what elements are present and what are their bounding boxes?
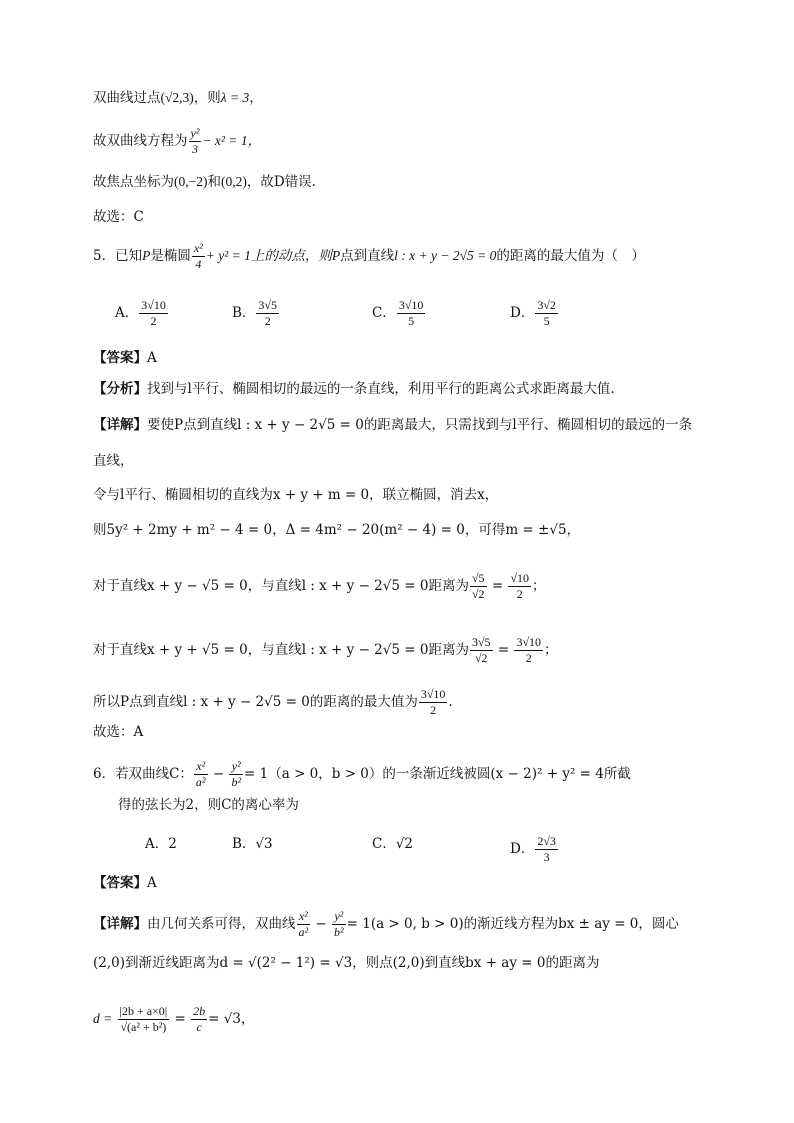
detail-tag: 【详解】 [93, 916, 147, 932]
detail-line: d = $\frac{|2b + a\times 0|}{\text{√(a² + b²)}}$ = $\frac{2b}{c}$ = √3， [93, 1004, 255, 1034]
question-6-cont [118, 795, 299, 815]
denominator: 5 [408, 314, 415, 328]
answer-line [93, 873, 157, 893]
numerator: y² [332, 909, 346, 925]
detail-text: = 1(a > 0, b > 0)的渐近线方程为bx ± ay = 0，圆心 [346, 916, 679, 932]
question-number: 6．若双曲线C： [93, 766, 193, 782]
option-b [232, 298, 280, 329]
numerator: 3√5 [258, 298, 278, 312]
text: . [448, 694, 453, 710]
denominator: c [196, 1020, 202, 1034]
denominator: √2 [471, 587, 485, 601]
option-label: A． [115, 305, 139, 321]
fraction [470, 571, 487, 602]
detail-line: 【详解】由几何关系可得，双曲线 $\frac{\text{x²}}{\text{a²}}$ − $\frac{\text{y²}}{\text{b²}}$ = 1(a > 0, b > 0)的渐近线方程为bx ± ay = 0，圆心 [93, 909, 679, 939]
math-expr: + y² = 1上的动点，则 [205, 248, 332, 263]
fraction [508, 571, 531, 602]
option-c [372, 298, 426, 329]
text: ； [544, 642, 558, 658]
numerator: √10 [510, 571, 530, 585]
option-label: C．√2 [372, 836, 414, 852]
option-label: A．2 [145, 836, 177, 852]
text: 得的弦长为2，则C的离心率为 [118, 797, 299, 813]
answer-value: A [147, 875, 157, 891]
detail-line [93, 520, 580, 540]
numerator: x² [194, 759, 208, 775]
numerator: y² [229, 759, 243, 775]
denominator: √2 [474, 651, 488, 665]
detail-text: = √3， [208, 1011, 255, 1027]
analysis-line [93, 379, 615, 399]
answer-value: A [147, 350, 157, 366]
denominator: 2 [516, 587, 523, 601]
numerator: 3√10 [398, 298, 424, 312]
text-line [93, 172, 316, 192]
text-line [93, 88, 263, 108]
detail-text: 要使P点到直线l : x + y − 2√5 = 0的距离最大，只需找到与l平行、椭圆相切的最远的一条 [147, 417, 693, 433]
numerator: 2b [193, 1004, 206, 1018]
numerator: x² [297, 909, 311, 925]
detail-text: 对于直线x + y − √5 = 0，与直线l : x + y − 2√5 = 0距离为 [93, 578, 469, 594]
fraction [194, 759, 208, 790]
denominator: 2 [150, 314, 157, 328]
fraction [256, 298, 279, 329]
option-c [372, 834, 413, 854]
denominator: b² [231, 775, 242, 789]
option-d [510, 834, 559, 865]
denominator: 2 [264, 314, 271, 328]
option-a [115, 298, 169, 329]
fraction [118, 1004, 170, 1035]
denominator: 3 [191, 142, 198, 156]
fraction [514, 635, 543, 666]
text: 故双曲线方程为 [93, 133, 188, 149]
math-expr: l : x + y − 2√5 = 0 [394, 248, 497, 263]
math-var: P [142, 248, 151, 263]
text-line [93, 126, 261, 157]
option-b [232, 834, 273, 854]
option-label: D． [510, 841, 535, 857]
answer-tag: 【答案】 [93, 875, 147, 891]
question-5 [93, 241, 645, 272]
math-expr: d = [93, 1011, 113, 1026]
text: = 1（a > 0，b > 0）的一条渐近线被圆(x − 2)² + y² = 4所截 [244, 766, 631, 782]
math-expr: λ = 3 [220, 90, 250, 105]
fraction [297, 909, 311, 940]
denominator: 2 [525, 651, 532, 665]
numerator: 3√10 [420, 687, 446, 701]
text: 和 [207, 174, 221, 190]
denominator: a² [195, 775, 206, 789]
detail-text: (2,0)到渐近线距离为d = √(2² − 1²) = √3，则点(2,0)到直线bx + ay = 0的距离为 [93, 955, 600, 971]
text-line [93, 207, 144, 227]
detail-line [93, 687, 453, 718]
denominator: 2 [430, 703, 437, 717]
answer-tag: 【答案】 [93, 350, 147, 366]
fraction [191, 1004, 207, 1035]
question-number: 5．已知 [93, 248, 143, 264]
detail-text: 所以P点到直线l : x + y − 2√5 = 0的距离的最大值为 [93, 694, 418, 710]
fraction [470, 635, 493, 666]
math-var: P [331, 248, 341, 263]
text: 双曲线过点 [93, 90, 161, 106]
numerator: √5 [471, 571, 485, 585]
text: 的距离的最大值为（ ） [496, 248, 645, 264]
denominator: b² [334, 925, 344, 939]
detail-text: 直线， [93, 453, 134, 469]
text: 是椭圆 [150, 248, 191, 264]
text: 故选：C [93, 209, 144, 225]
detail-line [93, 722, 143, 742]
text: 故焦点坐标为 [93, 174, 174, 190]
option-label: B． [232, 305, 256, 321]
text: ，故D错误. [246, 174, 316, 190]
detail-line [93, 953, 599, 973]
detail-text: 故选：A [93, 724, 144, 740]
analysis-text: 找到与l平行、椭圆相切的最远的一条直线，利用平行的距离公式求距离最大值. [147, 381, 615, 397]
math-point: (0,−2) [174, 174, 208, 189]
numerator: x² [193, 241, 203, 255]
text: ， [249, 90, 263, 106]
detail-line [93, 451, 134, 471]
fraction [332, 909, 346, 940]
detail-line: 对于直线x + y + √5 = 0，与直线l : x + y − 2√5 = 0距离为 $\frac{3√5}{√2}$ = $\frac{3√10}{2}$ ； [93, 635, 558, 665]
numerator: 3√10 [141, 298, 166, 312]
answer-line [93, 348, 157, 368]
option-label: D． [510, 305, 535, 321]
fraction [229, 759, 243, 790]
detail-line [93, 485, 498, 505]
text: ； [532, 578, 546, 594]
detail-text: 由几何关系可得，双曲线 [147, 916, 296, 932]
numerator: |2b + a×0| [119, 1004, 168, 1018]
option-label: C． [372, 305, 396, 321]
numerator: 2√3 [537, 834, 556, 848]
option-a [145, 834, 177, 854]
denominator: 4 [195, 257, 202, 271]
text: ，则 [193, 90, 221, 106]
denominator: √(a² + b²) [120, 1020, 167, 1034]
math-expr: − x² = 1， [202, 133, 262, 148]
numerator: y² [190, 126, 200, 140]
detail-text: 则5y² + 2my + m² − 4 = 0，Δ = 4m² − 20(m² − 4) = 0，可得m = ±√5， [93, 522, 581, 538]
denominator: 3 [543, 850, 550, 864]
analysis-tag: 【分析】 [93, 381, 147, 397]
math-point: (√2,3) [160, 90, 194, 105]
fraction [419, 687, 448, 718]
denominator: 5 [543, 314, 550, 328]
fraction [535, 298, 558, 329]
denominator: a² [298, 925, 309, 939]
detail-tag: 【详解】 [93, 417, 147, 433]
math-point: (0,2) [220, 174, 247, 189]
question-6: 6．若双曲线C： $\frac{\text{x²}}{\text{a²}}$ − $\frac{\text{y²}}{\text{b²}}$ = 1（a > 0，b > 0）的一条渐近线被圆(x − 2)² + y² = 4所截 [93, 759, 631, 789]
fraction [189, 126, 202, 157]
numerator: 3√10 [516, 635, 542, 649]
text: 点到直线 [340, 248, 395, 264]
fraction [139, 298, 168, 329]
detail-line [93, 415, 692, 435]
numerator: 3√2 [537, 298, 556, 312]
fraction [535, 834, 558, 865]
fraction [192, 241, 205, 272]
detail-text: 令与l平行、椭圆相切的直线为x + y + m = 0，联立椭圆，消去x， [93, 487, 499, 503]
numerator: 3√5 [471, 635, 491, 649]
detail-line: 对于直线x + y − √5 = 0，与直线l : x + y − 2√5 = 0距离为 $\frac{√5}{√2}$ = $\frac{√10}{2}$ ； [93, 571, 546, 601]
fraction [397, 298, 426, 329]
option-label: B．√3 [232, 836, 273, 852]
detail-text: 对于直线x + y + √5 = 0，与直线l : x + y − 2√5 = 0距离为 [93, 642, 469, 658]
option-d [510, 298, 559, 329]
